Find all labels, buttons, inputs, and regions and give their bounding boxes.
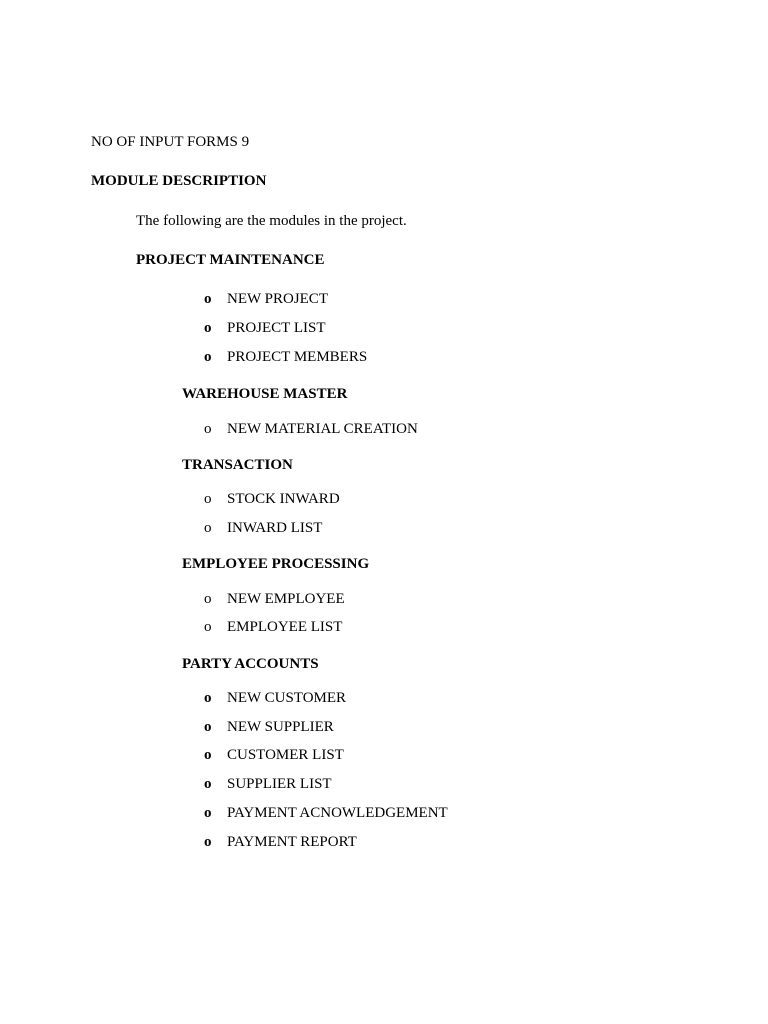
intro-text: The following are the modules in the project. [136,213,407,229]
list-item: NEW MATERIAL CREATION [227,421,418,437]
list-item: PAYMENT REPORT [227,834,357,850]
bullet-icon: o [204,320,212,336]
list-item: NEW EMPLOYEE [227,591,345,607]
bullet-icon: o [204,747,212,763]
list-item: EMPLOYEE LIST [227,619,343,635]
list-item: PAYMENT ACNOWLEDGEMENT [227,805,448,821]
section-title-transaction: TRANSACTION [182,457,293,473]
list-item: NEW SUPPLIER [227,719,334,735]
bullet-icon: o [204,520,212,536]
bullet-icon: o [204,690,212,706]
section-title-project-maintenance: PROJECT MAINTENANCE [136,252,325,268]
section-title-employee-processing: EMPLOYEE PROCESSING [182,556,370,572]
list-item: STOCK INWARD [227,491,340,507]
bullet-icon: o [204,619,212,635]
bullet-icon: o [204,291,212,307]
list-item: PROJECT MEMBERS [227,349,368,365]
section-title-warehouse-master: WAREHOUSE MASTER [182,386,348,402]
list-item: PROJECT LIST [227,320,326,336]
bullet-icon: o [204,719,212,735]
list-item: INWARD LIST [227,520,323,536]
bullet-icon: o [204,421,212,437]
section-title-party-accounts: PARTY ACCOUNTS [182,656,319,672]
bullet-icon: o [204,805,212,821]
bullet-icon: o [204,349,212,365]
list-item: NEW CUSTOMER [227,690,347,706]
list-item: CUSTOMER LIST [227,747,344,763]
list-item: NEW PROJECT [227,291,328,307]
bullet-icon: o [204,834,212,850]
module-description-heading: MODULE DESCRIPTION [91,173,267,189]
bullet-icon: o [204,591,212,607]
input-forms-count: NO OF INPUT FORMS 9 [91,134,250,150]
bullet-icon: o [204,776,212,792]
list-item: SUPPLIER LIST [227,776,332,792]
bullet-icon: o [204,491,212,507]
